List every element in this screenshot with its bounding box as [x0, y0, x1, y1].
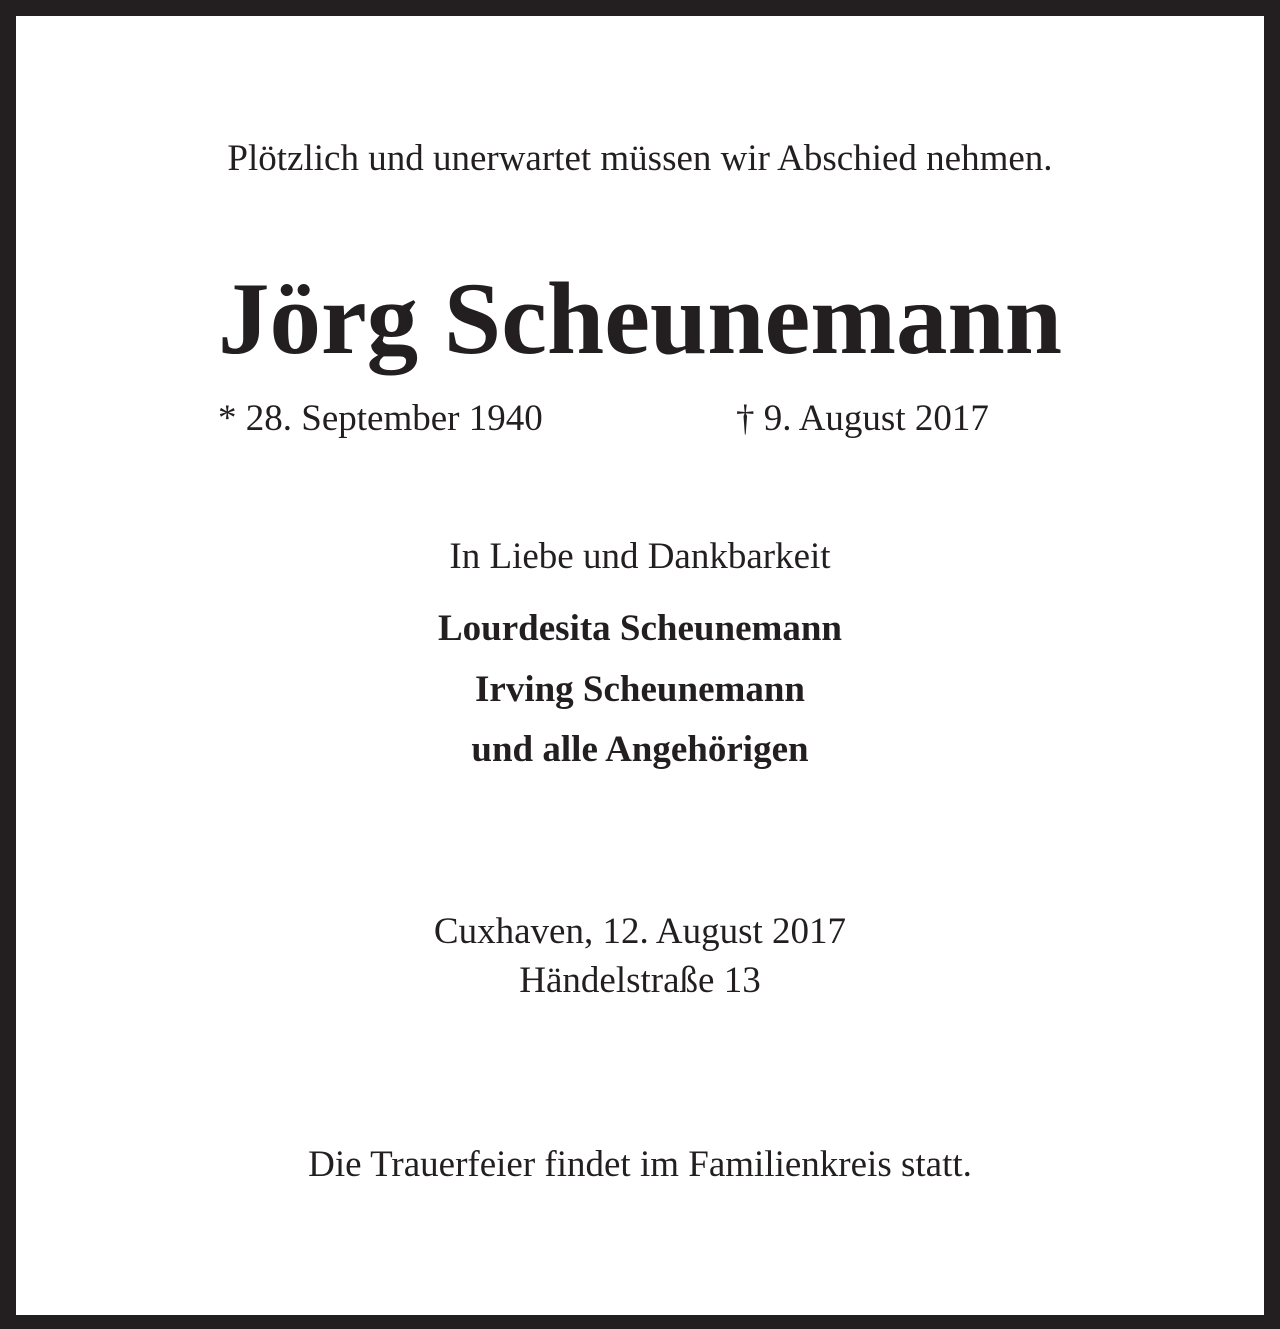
- mourner-relatives: und alle Angehörigen: [471, 729, 809, 770]
- mourner-name: Lourdesita Scheunemann: [438, 608, 842, 649]
- intro-text: Plötzlich und unerwartet müssen wir Abschied nehmen.: [227, 138, 1053, 179]
- address: Händelstraße 13: [519, 960, 761, 1001]
- thanks-line: In Liebe und Dankbarkeit: [449, 536, 831, 577]
- funeral-note: Die Trauerfeier findet im Familienkreis statt.: [308, 1144, 972, 1185]
- deceased-name: Jörg Scheunemann: [217, 262, 1063, 376]
- birth-date: * 28. September 1940: [218, 398, 543, 439]
- death-date: † 9. August 2017: [736, 398, 989, 439]
- mourner-name: Irving Scheunemann: [475, 669, 805, 710]
- place-date: Cuxhaven, 12. August 2017: [433, 911, 847, 952]
